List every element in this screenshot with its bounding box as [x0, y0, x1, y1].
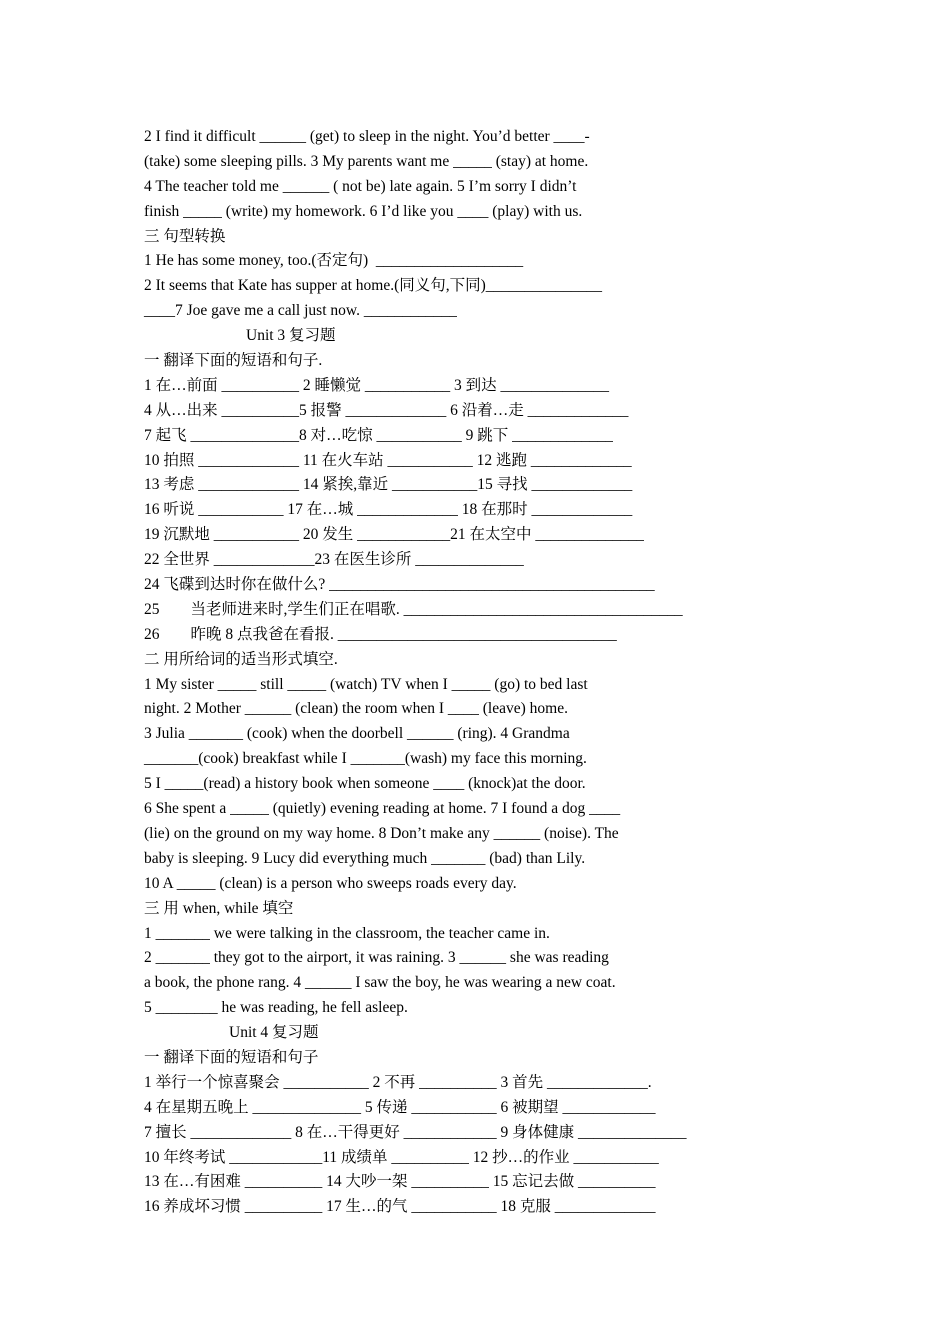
text-line: 2 _______ they got to the airport, it was raining. 3 ______ she was reading: [144, 949, 609, 967]
text-line: 2 It seems that Kate has supper at home.(同义句,下同)_______________: [144, 277, 603, 295]
text-line: 16 养成坏习惯 __________ 17 生…的气 ___________ 18 克服 _____________: [144, 1198, 656, 1216]
text-line: 22 全世界 _____________23 在医生诊所 ______________: [144, 551, 524, 569]
text-line: 1 My sister _____ still _____ (watch) TV when I _____ (go) to bed last: [144, 675, 588, 693]
section-heading: 二 用所给词的适当形式填空.: [144, 650, 338, 668]
text-line: 16 听说 ___________ 17 在…城 _____________ 18 在那时 _____________: [144, 501, 633, 519]
text-line: 10 A _____ (clean) is a person who sweeps roads every day.: [144, 874, 517, 892]
unit-4-title: Unit 4 复习题: [229, 1024, 319, 1042]
section-heading: 一 翻译下面的短语和句子: [144, 1048, 319, 1066]
text-line: 4 从…出来 __________5 报警 _____________ 6 沿着…走 _____________: [144, 401, 629, 419]
text-line: a book, the phone rang. 4 ______ I saw the boy, he was wearing a new coat.: [144, 974, 616, 992]
text-line: _______(cook) breakfast while I _______(wash) my face this morning.: [144, 750, 587, 768]
text-line: 3 Julia _______ (cook) when the doorbell ______ (ring). 4 Grandma: [144, 725, 570, 743]
text-line: 1 在…前面 __________ 2 睡懒觉 ___________ 3 到达 ______________: [144, 376, 610, 394]
text-line: 10 拍照 _____________ 11 在火车站 ___________ 12 逃跑 _____________: [144, 451, 632, 469]
text-line: 13 在…有困难 __________ 14 大吵一架 __________ 15 忘记去做 __________: [144, 1173, 656, 1191]
text-line: 24 飞碟到达时你在做什么? __________________________________________: [144, 576, 655, 594]
worksheet-body: [144, 125, 844, 1220]
section-heading: 一 翻译下面的短语和句子.: [144, 352, 323, 370]
text-line: finish _____ (write) my homework. 6 I’d like you ____ (play) with us.: [144, 202, 583, 220]
text-line: 5 ________ he was reading, he fell asleep.: [144, 999, 408, 1017]
text-line: 2 I find it difficult ______ (get) to sleep in the night. You’d better ____-: [144, 128, 590, 145]
text-line: (take) some sleeping pills. 3 My parents want me _____ (stay) at home.: [144, 152, 589, 170]
text-line: 13 考虑 _____________ 14 紧挨,靠近 ___________15 寻找 _____________: [144, 476, 633, 494]
text-line: 7 擅长 _____________ 8 在…干得更好 ____________ 9 身体健康 ______________: [144, 1123, 687, 1141]
text-line: 10 年终考试 ____________11 成绩单 __________ 12 抄…的作业 ___________: [144, 1148, 659, 1166]
unit-3-title: Unit 3 复习题: [246, 327, 336, 345]
text-line: 25 当老师进来时,学生们正在唱歌. ____________________________________: [144, 600, 683, 618]
text-line: 5 I _____(read) a history book when someone ____ (knock)at the door.: [144, 775, 586, 793]
text-line: 6 She spent a _____ (quietly) evening reading at home. 7 I found a dog ____: [144, 800, 621, 818]
text-line: 7 起飞 ______________8 对…吃惊 ___________ 9 跳下 _____________: [144, 426, 613, 444]
text-line: 19 沉默地 ___________ 20 发生 ____________21 在太空中 ______________: [144, 526, 644, 544]
text-line: night. 2 Mother ______ (clean) the room when I ____ (leave) home.: [144, 700, 568, 718]
text-line: 4 在星期五晚上 ______________ 5 传递 ___________ 6 被期望 ____________: [144, 1098, 656, 1116]
text-line: baby is sleeping. 9 Lucy did everything much _______ (bad) than Lily.: [144, 849, 586, 867]
text-line: 26 昨晚 8 点我爸在看报. ____________________________________: [144, 625, 617, 643]
text-line: 1 _______ we were talking in the classroom, the teacher came in.: [144, 924, 550, 942]
text-line: ____7 Joe gave me a call just now. ____________: [144, 302, 457, 320]
text-line: 1 举行一个惊喜聚会 ___________ 2 不再 __________ 3 首先 _____________.: [144, 1073, 652, 1091]
text-line: 1 He has some money, too.(否定句) ___________________: [144, 252, 524, 270]
text-line: (lie) on the ground on my way home. 8 Don’t make any ______ (noise). The: [144, 824, 619, 842]
section-heading: 三 句型转换: [144, 227, 226, 245]
section-heading: 三 用 when, while 填空: [144, 899, 294, 917]
text-line: 4 The teacher told me ______ ( not be) late again. 5 I’m sorry I didn’t: [144, 177, 577, 195]
